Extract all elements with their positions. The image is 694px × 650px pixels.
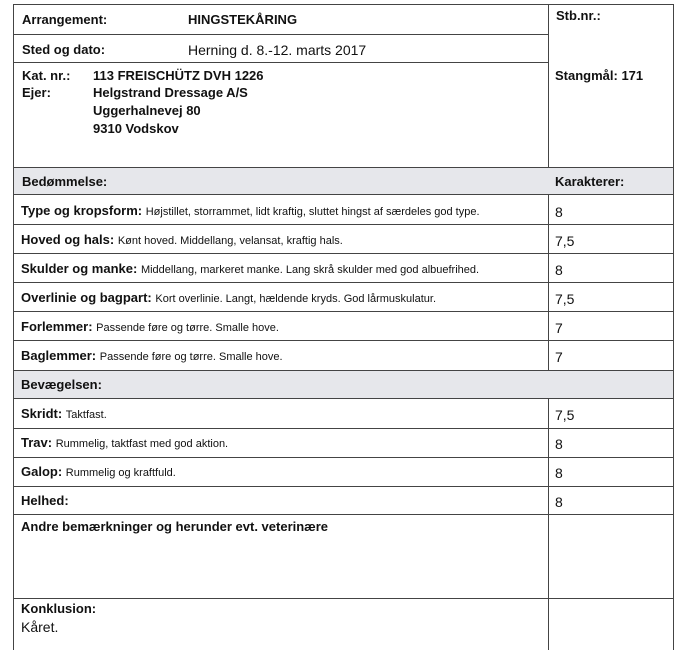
criterion-label: Galop: [21, 464, 63, 479]
arrangement-label: Arrangement: [22, 12, 108, 27]
divider [13, 514, 674, 515]
grade-value: 7 [555, 349, 563, 365]
divider [13, 370, 674, 371]
criterion-text: Rummelig, taktfast med god aktion. [55, 438, 229, 450]
grades-column-divider [548, 4, 549, 650]
stb-nr-label: Stb.nr.: [556, 8, 601, 23]
remarks-title: Andre bemærkninger og herunder evt. veterinære [21, 519, 329, 534]
criterion-label: Skulder og manke: [21, 261, 138, 276]
row-label [21, 290, 436, 305]
divider [13, 428, 674, 429]
row-label [21, 232, 343, 247]
stangmaal: Stangmål: 171 [555, 68, 644, 83]
divider [13, 486, 674, 487]
criterion-text: Middellang, markeret manke. Lang skrå skulder med god albuefrihed. [140, 264, 480, 276]
criterion-label: Trav: [21, 435, 53, 450]
criterion-label: Forlemmer: [21, 319, 93, 334]
row-label [21, 348, 283, 363]
criterion-text: Taktfast. [65, 409, 107, 421]
bevaegelsen-title: Bevægelsen: [21, 377, 102, 392]
divider [13, 311, 674, 312]
divider [13, 398, 674, 399]
grade-value: 8 [555, 465, 563, 481]
divider [13, 34, 548, 35]
sted-value: Herning d. 8.-12. marts 2017 [188, 42, 367, 58]
row-label [21, 203, 480, 218]
grade-value: 7,5 [555, 407, 575, 423]
criterion-text: Højstillet, storrammet, lidt kraftig, sluttet hingst af særdeles god type. [145, 206, 480, 218]
divider [13, 62, 548, 63]
criterion-text: Rummelig og kraftfuld. [65, 467, 176, 479]
row-label [21, 464, 176, 479]
divider [13, 194, 674, 195]
divider [13, 224, 674, 225]
grade-value: 8 [555, 494, 563, 510]
row-label [21, 406, 107, 421]
criterion-label: Overlinie og bagpart: [21, 290, 152, 305]
kat-nr-value: 113 FREISCHÜTZ DVH 1226 [93, 68, 264, 83]
bedommelse-title: Bedømmelse: [22, 174, 108, 189]
criterion-text: Passende føre og tørre. Smalle hove. [96, 322, 279, 334]
criterion-text: Kort overlinie. Langt, hældende kryds. God lårmuskulatur. [155, 293, 437, 305]
row-label [21, 261, 479, 276]
divider [13, 598, 674, 599]
arrangement-value: HINGSTEKÅRING [188, 12, 298, 27]
row-label [21, 319, 279, 334]
divider [13, 282, 674, 283]
criterion-label: Type og kropsform: [21, 203, 143, 218]
row-label [21, 493, 69, 508]
ejer-label: Ejer: [22, 85, 51, 100]
divider [13, 167, 674, 168]
grade-value: 7,5 [555, 291, 575, 307]
row-label [21, 435, 228, 450]
conclusion-text: Kåret. [21, 619, 59, 635]
criterion-text: Kønt hoved. Middellang, velansat, kraftig hals. [117, 235, 343, 247]
criterion-label: Skridt: [21, 406, 63, 421]
grade-value: 8 [555, 204, 563, 220]
ejer-address: Uggerhalnevej 80 [93, 103, 201, 118]
criterion-label: Baglemmer: [21, 348, 97, 363]
grade-value: 8 [555, 262, 563, 278]
grade-value: 8 [555, 436, 563, 452]
criterion-label: Hoved og hals: [21, 232, 115, 247]
section-shading [14, 371, 673, 398]
criterion-label: Helhed: [21, 493, 69, 508]
sted-label: Sted og dato: [22, 42, 106, 57]
grade-value: 7,5 [555, 233, 575, 249]
divider [13, 340, 674, 341]
conclusion-title: Konklusion: [21, 601, 97, 616]
kat-nr-label: Kat. nr.: [22, 68, 71, 83]
grades-title: Karakterer: [555, 174, 625, 189]
ejer-postal: 9310 Vodskov [93, 121, 179, 136]
divider [13, 457, 674, 458]
divider [13, 253, 674, 254]
ejer-name: Helgstrand Dressage A/S [93, 85, 248, 100]
grade-value: 7 [555, 320, 563, 336]
criterion-text: Passende føre og tørre. Smalle hove. [99, 351, 283, 363]
